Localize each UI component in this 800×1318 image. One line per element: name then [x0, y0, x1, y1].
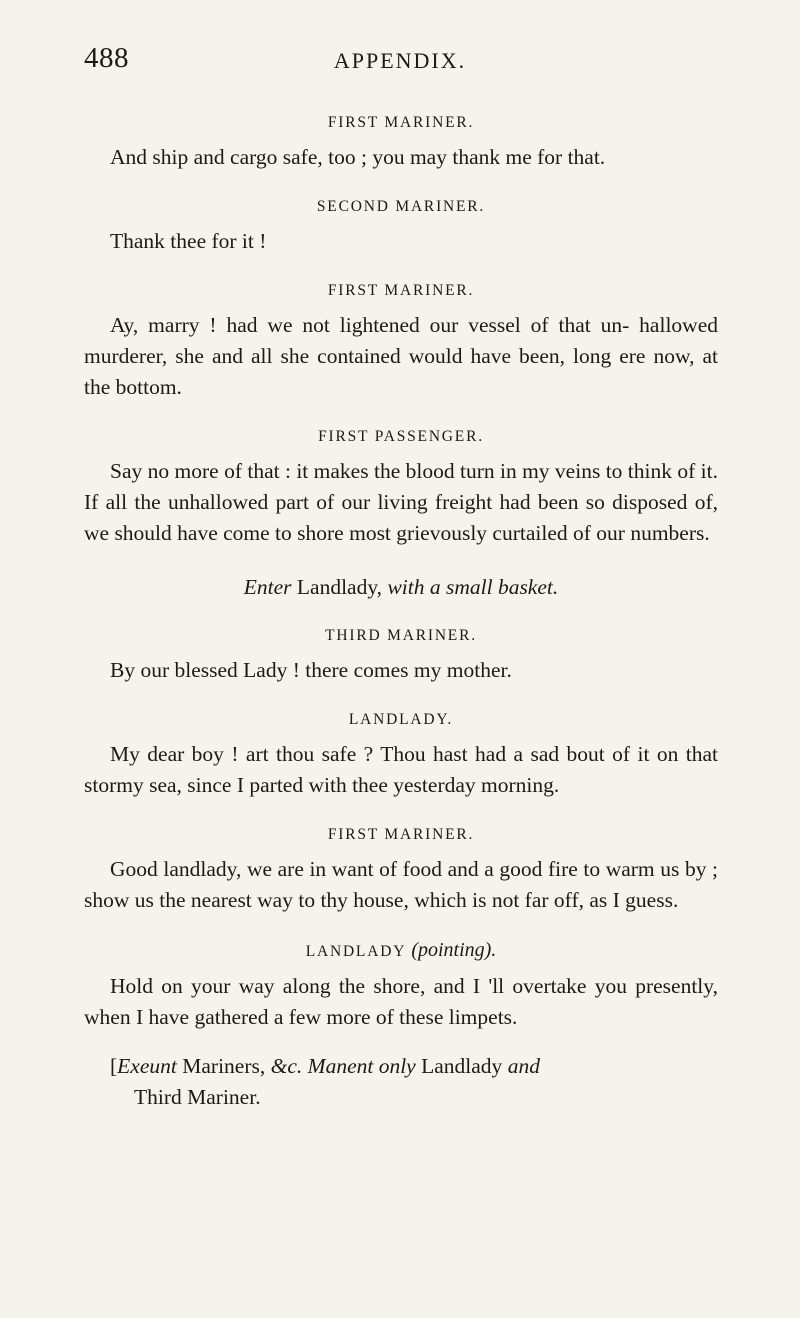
dialogue-block — [84, 280, 718, 403]
exit-etc: &c. — [270, 1054, 303, 1078]
speaker-name: THIRD MARINER. — [325, 627, 477, 644]
exit-mariners: Mariners, — [176, 1054, 271, 1078]
dialogue-block — [84, 939, 718, 1033]
speaker-name: FIRST PASSENGER. — [318, 428, 484, 445]
direction-enter: Enter — [243, 575, 292, 599]
speech-text: Good landlady, we are in want of food and a good fire to warm us by ; show us the nearest way to thy house, which is not far off, as I guess. — [84, 857, 718, 912]
exit-exeunt: Exeunt — [117, 1054, 177, 1078]
dialogue-block — [84, 426, 718, 549]
exit-bracket: [ — [110, 1054, 118, 1078]
speaker-name — [84, 939, 718, 963]
dialogue-block — [84, 824, 718, 916]
speaker-note: (pointing). — [411, 939, 497, 961]
dialogue-block — [84, 112, 718, 173]
speech-text: Thank thee for it ! — [110, 229, 267, 253]
exit-third-mariner: Third Mariner. — [134, 1085, 261, 1109]
exit-manent: Manent only — [302, 1054, 416, 1078]
dialogue-block — [84, 196, 718, 257]
speaker-name: SECOND MARINER. — [316, 198, 486, 215]
speech-text: My dear boy ! art thou safe ? Thou hast had a sad bout of it on that stormy sea, since I parted with thee yesterday morning. — [84, 742, 718, 797]
speech-text: Ay, marry ! had we not lightened our vessel of that un- hallowed murderer, she and all she contained would have been, long ere now, at the bottom. — [84, 313, 718, 399]
speaker-name: FIRST MARINER. — [327, 826, 475, 843]
page-body — [84, 112, 718, 1113]
stage-direction-enter — [84, 572, 718, 603]
direction-rest: with a small basket. — [387, 575, 559, 599]
running-head: APPENDIX. — [333, 48, 467, 73]
page-header — [84, 42, 716, 82]
speaker-name: FIRST MARINER. — [327, 282, 475, 299]
speech-text: Say no more of that : it makes the blood turn in my veins to think of it. If all the unhallowed part of our living freight had been so disposed of, we should have come to shore most grievously curtailed of our numbers. — [84, 459, 718, 545]
speech-text: And ship and cargo safe, too ; you may thank me for that. — [110, 145, 606, 169]
exit-landlady: Landlady — [415, 1054, 508, 1078]
dialogue-block — [84, 709, 718, 801]
speaker-name-text: LANDLADY — [305, 943, 406, 960]
direction-name: Landlady, — [291, 575, 388, 599]
page-number: 488 — [84, 42, 129, 74]
speech-text: Hold on your way along the shore, and I 'll overtake you presently, when I have gathered a few more of these limpets. — [84, 974, 718, 1029]
speaker-name: LANDLADY. — [348, 711, 454, 728]
exit-and: and — [507, 1054, 540, 1078]
speaker-name: FIRST MARINER. — [327, 114, 475, 131]
dialogue-block — [84, 625, 718, 686]
speech-text: By our blessed Lady ! there comes my mother. — [110, 658, 512, 682]
stage-direction-exit — [84, 1051, 718, 1113]
